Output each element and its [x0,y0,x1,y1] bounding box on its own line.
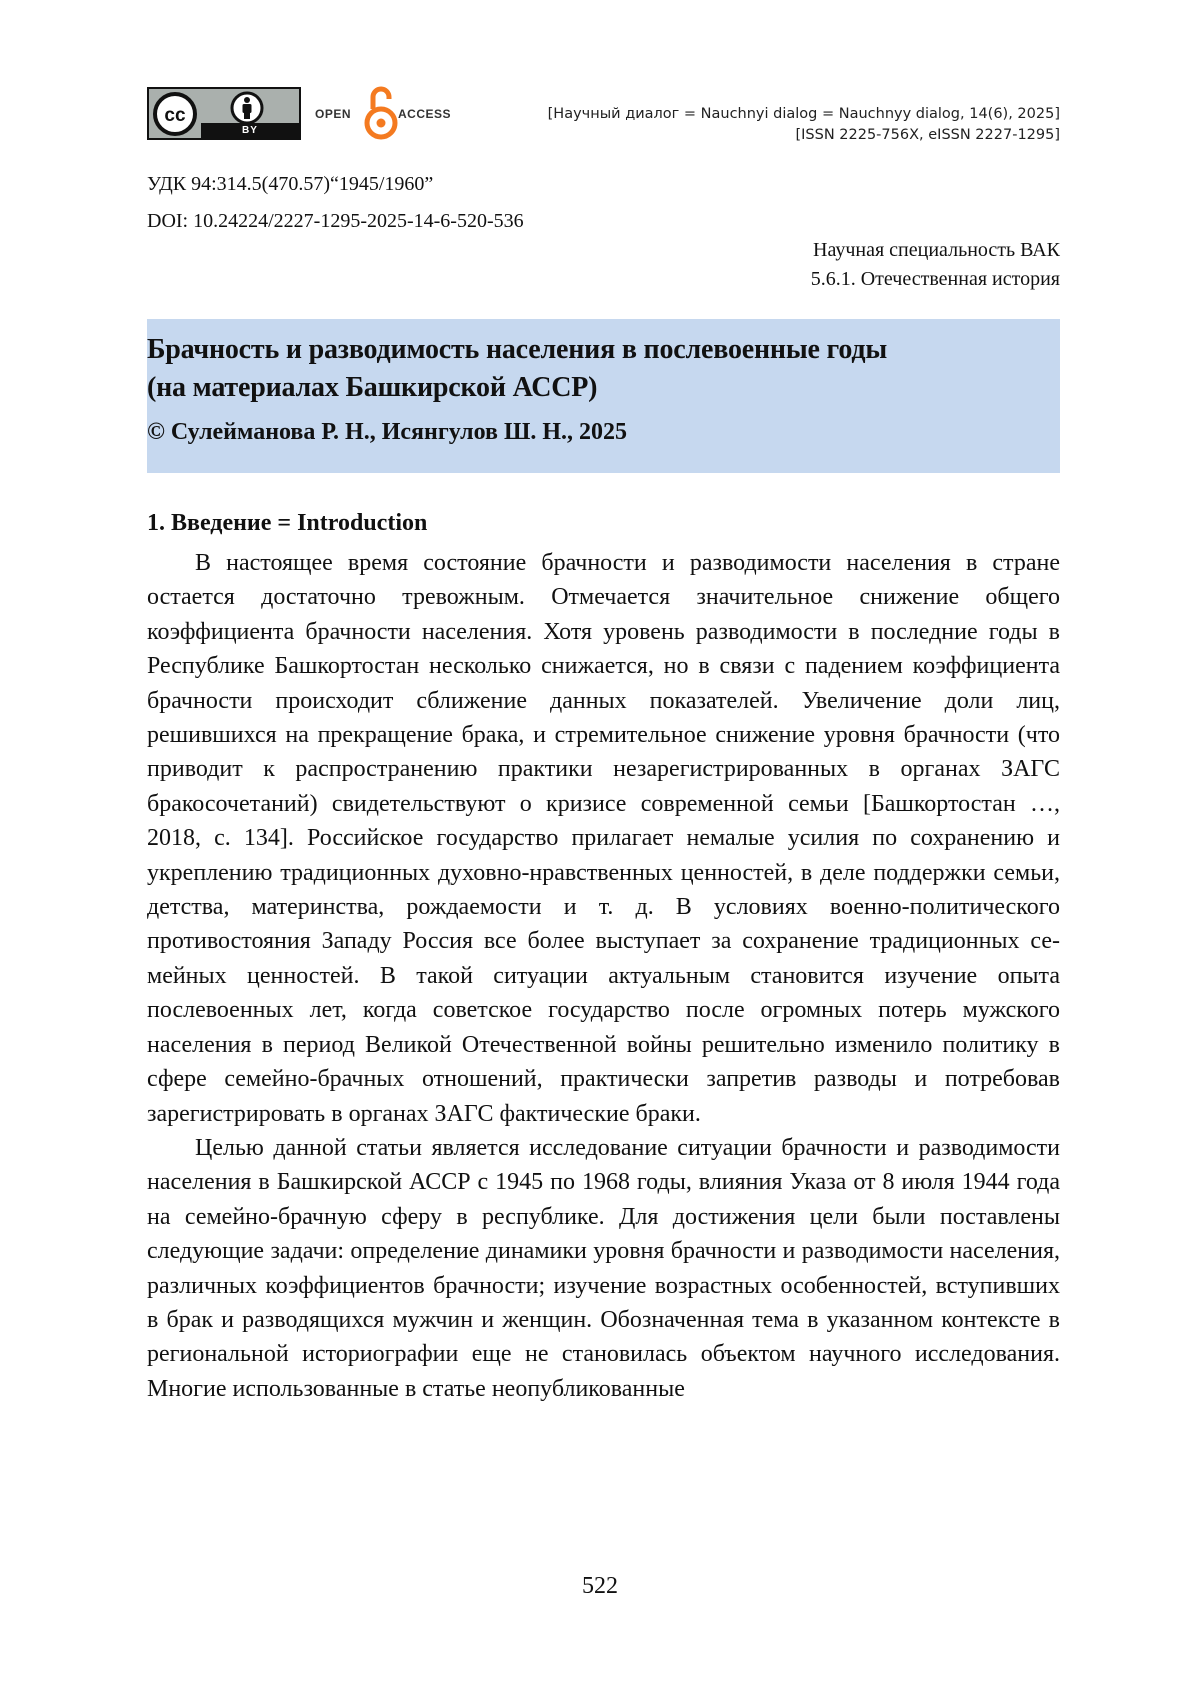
journal-citation: [Научный диалог = Nauchnyi dialog = Nauchnyy dialog, 14(6), 2025] [547,106,1060,122]
article-title-line2: (на материалах Башкирской АССР) [147,372,598,403]
section-heading: 1. Введение = Introduction [147,510,428,536]
article-authors: © Сулейманова Р. Н., Исянгулов Ш. Н., 2025 [147,419,627,445]
cc-by-license-badge[interactable] [147,87,301,140]
article-title [147,331,1060,407]
udk-code: УДК 94:314.5(470.57)“1945/1960” [147,173,434,195]
specialty-code: 5.6.1. Отечественная история [810,268,1060,290]
svg-text:cc: cc [164,105,186,126]
body-paragraph: В настоящее время состояние брачности и разводимости населения в стране остается достаточно тревожным. Отмечается значительное снижение общего коэффициента брачности населения. Хотя уровень разводимости в последние годы в Республике Башкортостан несколько снижается, но в связи с падением коэффициента брачности происходит сближение данных показателей. Увеличение доли лиц, решившихся на прекращение брака, и стремительное снижение уровня брачности (что приводит к распространению практики незарегистрированных в органах ЗАГС бракосочетаний) свидетельствуют о кризисе современной семьи [Башкортостан …, 2018, с. 134]. Российское государство прилагает немалые усилия по сохранению и укреплению традиционных духовно-нравственных ценностей, в деле поддержки семьи, детства, материнства, рождаемости и т. д. В условиях военно-политического противостояния Западу Россия все более выступает за сохранение традиционных семейных ценностей. В такой ситуации актуальным становится изучение опыта послевоенных лет, когда советское государство после огромных потерь мужского населения в период Великой Отечественной войны решительно изменило политику в сфере семейно-брачных отношений, практически запретив разводы и потребовав зарегистрировать в органах ЗАГС фактические браки. [147,550,1060,1127]
by-person-icon [229,91,265,125]
open-access-lock-icon [363,85,399,140]
article-body [147,546,1060,1406]
journal-issn: [ISSN 2225-756X, eISSN 2227-1295] [795,127,1060,143]
doi-link[interactable]: DOI: 10.24224/2227-1295-2025-14-6-520-536 [147,210,524,232]
cc-icon [152,91,198,137]
journal-reference [460,104,1060,146]
article-title-line1: Брачность и разводимость населения в послевоенные годы [147,334,887,365]
scientific-specialty [660,236,1060,294]
specialty-label: Научная специальность ВАК [813,239,1060,261]
page-number: 522 [582,1573,618,1599]
open-access-logo[interactable] [315,85,460,140]
cc-by-label: BY [242,125,258,136]
article-title-block [147,319,1060,473]
body-paragraph: Целью данной статьи является исследование ситуации брачности и разводимости населения в Башкирской АССР с 1945 по 1968 годы, влияния Указа от 8 июля 1944 года на семейно-брачную сферу в республике. Для достижения цели были поставлены следующие задачи: определение динамики уровня брачности и разводимости населения, различных коэффициентов брачности; изучение возрастных особенностей, вступивших в брак и разводящихся мужчин и женщин. Обозначенная тема в указанном контексте в региональной историографии еще не становилась объектом научного исследования. Многие использованные в статье неопубликованные [147,1134,1060,1402]
open-access-left-text: OPEN [315,107,352,121]
open-access-right-text: ACCESS [398,107,452,121]
